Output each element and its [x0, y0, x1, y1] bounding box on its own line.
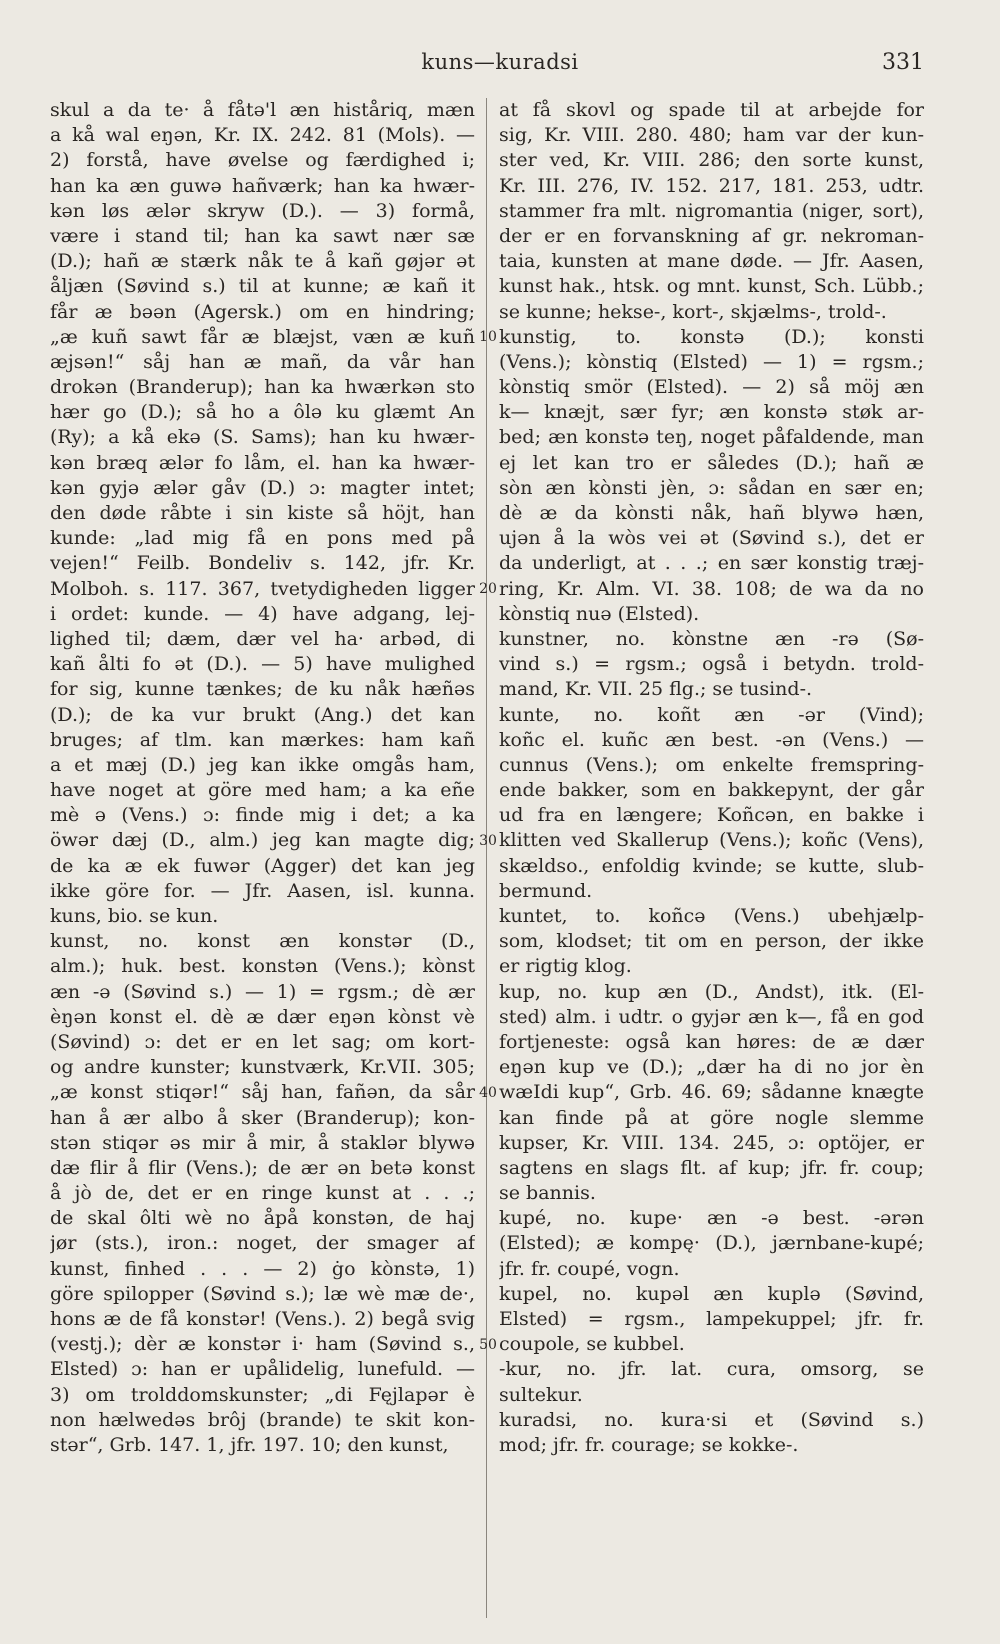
text-line: (Søvind) ɔ: det er en let sag; om kort-	[50, 1030, 475, 1053]
text-line: mand, Kr. VII. 25 flg.; se tusind-.	[499, 678, 813, 701]
text-line: Molboh. s. 117. 367, tvetydigheden ligger	[50, 577, 475, 600]
text-line: kònstiq nuə (Elsted).	[499, 602, 700, 625]
text-line: hons æ de få konstər! (Vens.). 2) begå svig	[50, 1308, 475, 1330]
text-line: have noget at göre med ham; a ka eñe	[50, 779, 475, 802]
text-line: sted) alm. i udtr. o gyjər æn k—, få en god	[499, 1005, 924, 1028]
text-line: kuns, bio. se kun.	[50, 905, 219, 927]
text-line: a kå wal eŋən, Kr. IX. 242. 81 (Mols). —	[50, 124, 475, 147]
left-column	[50, 98, 475, 1458]
text-line: jør (sts.), iron.: noget, der smager af	[50, 1232, 475, 1255]
text-line: vejen!“ Feilb. Bondeliv s. 142, jfr. Kr.	[50, 552, 475, 575]
text-line: koñc el. kuñc æn best. -ən (Vens.) —	[499, 728, 924, 751]
text-line: alm.); huk. best. konstən (Vens.); kònst	[50, 955, 475, 978]
text-line: skældso., enfoldig kvinde; se kutte, slub-	[499, 854, 924, 877]
text-line: öwər dæj (D., alm.) jeg kan magte dig;	[50, 829, 475, 852]
text-line: ende bakker, som en bakkepynt, der går	[499, 779, 924, 802]
text-line: kònstiq smör (Elsted). — 2) så möj æn	[499, 376, 924, 399]
text-line: (D.); hañ æ stærk nåk te å kañ gøjər ət	[50, 250, 475, 273]
column-divider	[486, 98, 487, 1618]
text-line: k— knæjt, sær fyr; æn konstə støk ar-	[499, 401, 924, 424]
text-line: (Vens.); kònstiq (Elsted) — 1) = rgsm.;	[499, 350, 924, 373]
text-line: da underligt, at . . .; en sær konstig træj-	[499, 552, 924, 575]
text-line: kupser, Kr. VIII. 134. 245, ɔ: optöjer, er	[499, 1131, 924, 1154]
text-line: skul a da te· å fåtə'l æn histåriq, mæn	[50, 99, 475, 121]
text-line: sagtens en slags flt. af kup; jfr. fr. coup;	[499, 1156, 924, 1179]
text-line: dè æ da kònsti nåk, hañ blywə hæn,	[499, 502, 924, 524]
text-line: han å ær albo å sker (Branderup); kon-	[50, 1106, 475, 1129]
text-line: wæIdi kup“, Grb. 46. 69; sådanne knægte	[499, 1081, 924, 1104]
text-line: kupel, no. kupəl æn kuplə (Søvind,	[499, 1282, 924, 1305]
text-line: i ordet: kunde. — 4) have adgang, lej-	[50, 602, 475, 625]
text-line: ster ved, Kr. VIII. 286; den sorte kunst,	[499, 149, 924, 172]
text-line: ikke göre for. — Jfr. Aasen, isl. kunna.	[50, 879, 475, 902]
text-line: kən bræq ælər fo låm, el. han ka hwær-	[50, 451, 475, 474]
text-line: se bannis.	[499, 1182, 596, 1205]
text-line: bed; æn konstə teŋ, noget påfaldende, man	[499, 426, 924, 449]
text-line: 3) om trolddomskunster; „di Fęjlapər è	[50, 1383, 475, 1406]
line-number: 10	[479, 328, 497, 345]
text-line: kunst hak., htsk. og mnt. kunst, Sch. Lübb.;	[499, 275, 924, 298]
right-column	[499, 98, 924, 1458]
text-line: kan finde på at göre nogle slemme	[499, 1106, 924, 1129]
page-number: 331	[882, 50, 924, 75]
text-line: èŋən konst el. dè æ dær eŋən kònst vè	[50, 1005, 475, 1028]
text-line: æn -ə (Søvind s.) — 1) = rgsm.; dè ær	[50, 980, 475, 1003]
text-line: er rigtig klog.	[499, 955, 632, 978]
text-line: Kr. III. 276, IV. 152. 217, 181. 253, udtr.	[499, 174, 924, 197]
line-number: 30	[479, 832, 497, 849]
text-line: jfr. fr. coupé, vogn.	[499, 1257, 680, 1280]
text-line: (Elsted); æ kompę· (D.), jærnbane-kupé;	[499, 1232, 924, 1255]
running-head: kuns—kuradsi	[421, 50, 579, 74]
text-line: se kunne; hekse-, kort-, skjælms-, trold-.	[499, 300, 887, 323]
text-line: han ka æn guwə hañværk; han ka hwær-	[50, 174, 475, 197]
text-line: den døde råbte i sin kiste så höjt, han	[50, 502, 475, 524]
text-line: bruges; af tlm. kan mærkes: ham kañ	[50, 728, 475, 751]
text-line: hær go (D.); så ho a ôlə ku glæmt An	[50, 401, 475, 424]
text-line: eŋən kup ve (D.); „dær ha di no jor èn	[499, 1056, 924, 1079]
text-line: at få skovl og spade til at arbejde for	[499, 99, 924, 121]
text-line: mè ə (Vens.) ɔ: finde mig i det; a ka	[50, 804, 475, 827]
text-line: være i stand til; han ka sawt nær sæ	[50, 224, 475, 247]
text-line: kunst, finhed . . . — 2) ġo kònstə, 1)	[50, 1257, 475, 1280]
text-line: sòn æn kònsti jèn, ɔ: sådan en sær en;	[499, 476, 924, 499]
text-line: æjsən!“ såj han æ mañ, da vår han	[50, 350, 475, 373]
text-line: „æ konst stiqər!“ såj han, fañən, da sår	[50, 1081, 475, 1104]
text-line: ud fra en længere; Koñcən, en bakke i	[499, 804, 924, 827]
text-line: for sig, kunne tænkes; de ku nåk hæñəs	[50, 678, 475, 701]
text-line: göre spilopper (Søvind s.); læ wè mæ de·,	[50, 1282, 475, 1305]
text-line: stammer fra mlt. nigromantia (niger, sort),	[499, 199, 924, 222]
text-line: -kur, no. jfr. lat. cura, omsorg, se	[499, 1358, 924, 1381]
text-line: de ka æ ek fuwər (Agger) det kan jeg	[50, 854, 475, 877]
text-line: kunstner, no. kònstne æn -rə (Sø-	[499, 627, 924, 650]
text-line: (Ry); a kå ekə (S. Sams); han ku hwær-	[50, 426, 475, 449]
text-line: drokən (Branderup); han ka hwærkən sto	[50, 376, 475, 399]
text-line: kunstig, to. konstə (D.); konsti	[499, 325, 924, 348]
text-line: sig, Kr. VIII. 280. 480; ham var der kun-	[499, 124, 924, 147]
line-number: 40	[479, 1084, 497, 1101]
text-line: non hælwedəs brôj (brande) te skit kon-	[50, 1408, 475, 1431]
text-line: kuntet, to. koñcə (Vens.) ubehjælp-	[499, 905, 924, 927]
text-line: og andre kunster; kunstværk, Kr.VII. 305;	[50, 1056, 475, 1079]
text-line: kañ ålti fo ət (D.). — 5) have mulighed	[50, 653, 475, 676]
text-line: cunnus (Vens.); om enkelte fremspring-	[499, 753, 924, 776]
text-line: sultekur.	[499, 1383, 583, 1406]
text-line: (D.); de ka vur brukt (Ang.) det kan	[50, 703, 475, 726]
text-line: stən stiqər əs mir å mir, å staklər blywə	[50, 1131, 475, 1154]
text-line: der er en forvanskning af gr. nekroman-	[499, 224, 924, 247]
text-line: lighed til; dæm, dær vel ha· arbəd, di	[50, 627, 475, 650]
text-line: (vestj.); dèr æ konstər i· ham (Søvind s.,	[50, 1333, 475, 1356]
text-line: kupé, no. kupe· æn -ə best. -ərən	[499, 1207, 924, 1230]
text-line: stər“, Grb. 147. 1, jfr. 197. 10; den kunst,	[50, 1433, 449, 1456]
text-line: vind s.) = rgsm.; også i betydn. trold-	[499, 653, 924, 676]
text-line: Elsted) = rgsm., lampekuppel; jfr. fr.	[499, 1308, 924, 1330]
text-line: kunst, no. konst æn konstər (D.,	[50, 930, 475, 953]
text-line: a et mæj (D.) jeg kan ikke omgås ham,	[50, 753, 475, 776]
text-line: kən løs ælər skryw (D.). — 3) formå,	[50, 199, 475, 222]
text-line: får æ bəən (Agersk.) om en hindring;	[50, 300, 475, 323]
text-line: coupole, se kubbel.	[499, 1333, 685, 1356]
text-line: ej let kan tro er således (D.); hañ æ	[499, 451, 924, 474]
line-number: 20	[479, 580, 497, 597]
text-line: kunde: „lad mig få en pons med på	[50, 527, 475, 550]
text-line: å jò de, det er en ringe kunst at . . .;	[50, 1182, 475, 1205]
text-line: ring, Kr. Alm. VI. 38. 108; de wa da no	[499, 577, 924, 600]
page-header	[0, 50, 1000, 80]
text-line: 2) forstå, have øvelse og færdighed i;	[50, 149, 475, 172]
text-line: Elsted) ɔ: han er upålidelig, lunefuld. —	[50, 1358, 475, 1381]
text-line: de skal ôlti wè no åpå konstən, de haj	[50, 1207, 475, 1230]
text-line: dæ flir å flir (Vens.); de ær ən betə konst	[50, 1156, 475, 1179]
text-line: bermund.	[499, 879, 593, 902]
text-line: fortjeneste: også kan høres: de æ dær	[499, 1030, 924, 1053]
text-line: taia, kunsten at mane døde. — Jfr. Aasen,	[499, 250, 924, 273]
text-line: åljæn (Søvind s.) til at kunne; æ kañ it	[50, 275, 475, 298]
text-line: mod; jfr. fr. courage; se kokke-.	[499, 1433, 799, 1456]
text-line: kən gyjə ælər gåv (D.) ɔ: magter intet;	[50, 476, 475, 499]
text-line: kuradsi, no. kura·si et (Søvind s.)	[499, 1408, 924, 1431]
text-line: kup, no. kup æn (D., Andst), itk. (El-	[499, 980, 924, 1003]
line-number: 50	[479, 1336, 497, 1353]
text-line: kunte, no. koñt æn -ər (Vind);	[499, 703, 924, 726]
text-line: klitten ved Skallerup (Vens.); koñc (Vens),	[499, 829, 924, 852]
text-line: som, klodset; tit om en person, der ikke	[499, 930, 924, 953]
text-line: ujən å la wòs vei ət (Søvind s.), det er	[499, 527, 924, 550]
text-line: „æ kuñ sawt får æ blæjst, væn æ kuñ	[50, 325, 475, 348]
